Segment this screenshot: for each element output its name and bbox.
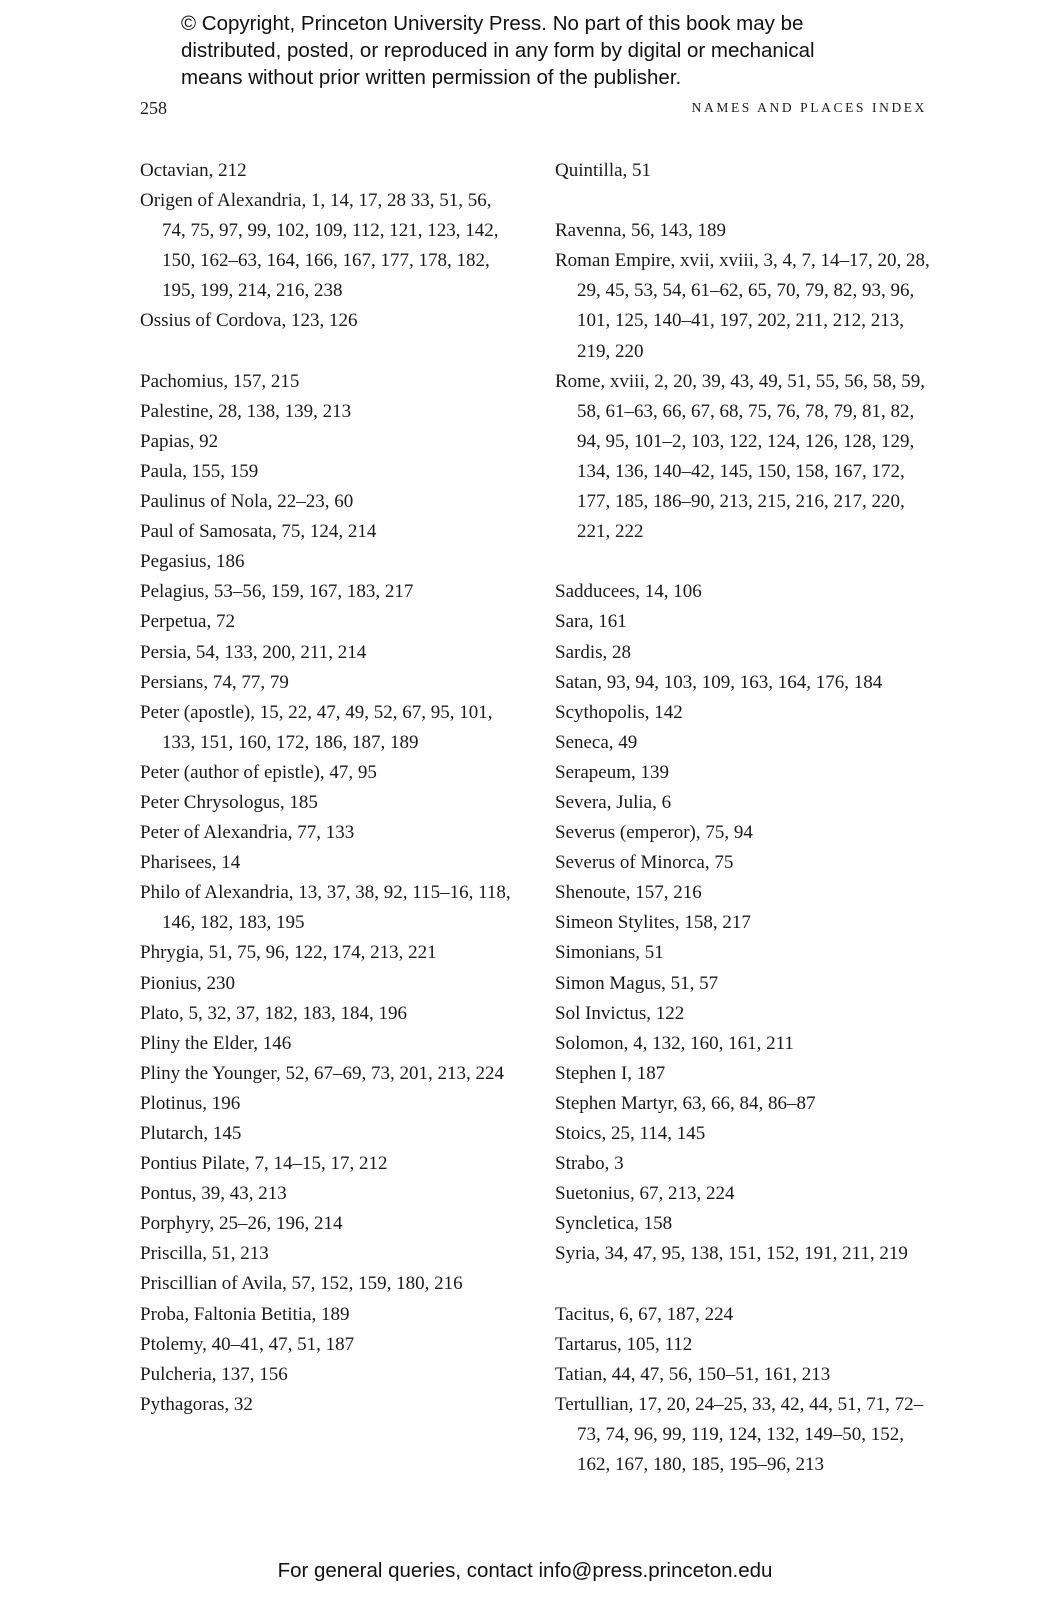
index-entry: Ossius of Cordova, 123, 126 [140,310,358,332]
index-entry: Octavian, 212 [140,160,247,181]
index-entry: Pulcheria, 137, 156 [140,1363,288,1385]
index-entry: Pharisees, 14 [140,852,241,874]
index-entry: Severus of Minorca, 75 [555,852,734,874]
index-entry: Ravenna, 56, 143, 189 [555,220,726,242]
index-entry: Pegasius, 186 [140,551,245,573]
index-entry: Simonians, 51 [555,942,664,964]
index-entry: Plotinus, 196 [140,1092,241,1114]
index-entry: Seneca, 49 [555,731,638,753]
index-entry: Peter of Alexandria, 77, 133 [140,822,355,844]
index-entry: Paula, 155, 159 [140,460,259,482]
index-entry: Plutarch, 145 [140,1123,242,1144]
index-entry: Roman Empire, xvii, xviii, 3, 4, 7, 14–17, 20, 28, 29, 45, 53, 54, 61–62, 65, 70, 79, 82, 93, 96, 101, 125, 140–41, 197, 202, 211, 212, 213, 219, 220 [555,250,930,362]
index-entry: Stephen I, 187 [555,1062,666,1084]
index-entry: Stephen Martyr, 63, 66, 84, 86–87 [555,1092,816,1114]
index-entry: Peter Chrysologus, 185 [140,791,318,813]
index-entry: Sardis, 28 [555,641,631,663]
index-entry: Severus (emperor), 75, 94 [555,822,753,844]
index-entry: Origen of Alexandria, 1, 14, 17, 28 33, 51, 56, 74, 75, 97, 99, 102, 109, 112, 121, 123, 142, 150, 162–63, 164, 166, 167, 177, 178, 182, 195, 199, 214, 216, 238 [140,190,499,302]
index-entry: Severa, Julia, 6 [555,791,672,813]
index-entry: Sadducees, 14, 106 [555,581,702,603]
index-entry: Rome, xviii, 2, 20, 39, 43, 49, 51, 55, 56, 58, 59, 58, 61–63, 66, 67, 68, 75, 76, 78, 79, 81, 82, 94, 95, 101–2, 103, 122, 124, 126, 128, 129, 134, 136, 140–42, 145, 150, 158, 167, 172, 177, 185, 186–90, 213, 215, 216, 217, 220, 221, 222 [555,370,925,543]
index-entry: Ptolemy, 40–41, 47, 51, 187 [140,1333,355,1355]
index-entry: Syncletica, 158 [555,1213,673,1235]
index-entry: Shenoute, 157, 216 [555,882,702,904]
index-entry: Pliny the Elder, 146 [140,1032,292,1054]
index-entry: Palestine, 28, 138, 139, 213 [140,400,352,422]
index-entry: Pontus, 39, 43, 213 [140,1183,287,1205]
index-column-left [140,156,515,1420]
index-entry: Persians, 74, 77, 79 [140,671,289,693]
index-entry: Persia, 54, 133, 200, 211, 214 [140,641,367,663]
index-entry: Sara, 161 [555,611,627,633]
page-number: 258 [140,98,167,118]
index-entry: Suetonius, 67, 213, 224 [555,1183,735,1205]
index-entry: Peter (author of epistle), 47, 95 [140,761,377,783]
index-entry: Pelagius, 53–56, 159, 167, 183, 217 [140,581,414,603]
index-entry: Philo of Alexandria, 13, 37, 38, 92, 115–16, 118, 146, 182, 183, 195 [140,882,511,934]
index-entry: Stoics, 25, 114, 145 [555,1123,706,1144]
index-entry: Simeon Stylites, 158, 217 [555,912,751,934]
copyright-line: © Copyright, Princeton University Press. No part of this book may be [181,12,804,35]
index-entry: Tartarus, 105, 112 [555,1333,693,1355]
index-entry: Paul of Samosata, 75, 124, 214 [140,521,377,543]
index-entry: Phrygia, 51, 75, 96, 122, 174, 213, 221 [140,942,437,964]
index-entry: Simon Magus, 51, 57 [555,972,719,994]
index-entry: Scythopolis, 142 [555,701,683,723]
index-entry: Tatian, 44, 47, 56, 150–51, 161, 213 [555,1363,831,1385]
index-entry: Tertullian, 17, 20, 24–25, 33, 42, 44, 51, 71, 72–73, 74, 96, 99, 119, 124, 132, 149–50, 152, 162, 167, 180, 185, 195–96, 213 [555,1393,924,1476]
index-entry: Quintilla, 51 [555,160,652,181]
copyright-line: distributed, posted, or reproduced in any form by digital or mechanical [181,39,815,62]
index-entry: Paulinus of Nola, 22–23, 60 [140,491,354,513]
index-entry: Priscilla, 51, 213 [140,1243,269,1265]
index-entry: Pontius Pilate, 7, 14–15, 17, 212 [140,1153,388,1175]
index-entry: Satan, 93, 94, 103, 109, 163, 164, 176, 184 [555,671,883,693]
footer-contact: For general queries, contact info@press.princeton.edu [277,1559,773,1582]
index-entry: Syria, 34, 47, 95, 138, 151, 152, 191, 211, 219 [555,1243,908,1265]
index-entry: Proba, Faltonia Betitia, 189 [140,1303,350,1325]
index-column-right [555,156,935,1480]
index-entry: Tacitus, 6, 67, 187, 224 [555,1303,734,1325]
index-entry: Sol Invictus, 122 [555,1002,685,1024]
index-entry: Peter (apostle), 15, 22, 47, 49, 52, 67, 95, 101, 133, 151, 160, 172, 186, 187, 189 [140,701,493,753]
copyright-line: means without prior written permission of the publisher. [181,66,682,89]
index-entry: Priscillian of Avila, 57, 152, 159, 180, 216 [140,1273,463,1295]
index-entry: Serapeum, 139 [555,761,669,783]
index-entry: Solomon, 4, 132, 160, 161, 211 [555,1032,794,1054]
index-entry: Perpetua, 72 [140,611,235,633]
index-entry: Papias, 92 [140,430,219,452]
running-title: NAMES AND PLACES INDEX [691,100,927,115]
index-entry: Pionius, 230 [140,972,236,994]
index-entry: Plato, 5, 32, 37, 182, 183, 184, 196 [140,1002,408,1024]
index-entry: Pachomius, 157, 215 [140,370,300,392]
index-entry: Pythagoras, 32 [140,1393,253,1415]
index-entry: Strabo, 3 [555,1153,624,1175]
index-entry: Pliny the Younger, 52, 67–69, 73, 201, 213, 224 [140,1062,504,1084]
index-entry: Porphyry, 25–26, 196, 214 [140,1213,343,1235]
copyright-notice [181,10,941,91]
